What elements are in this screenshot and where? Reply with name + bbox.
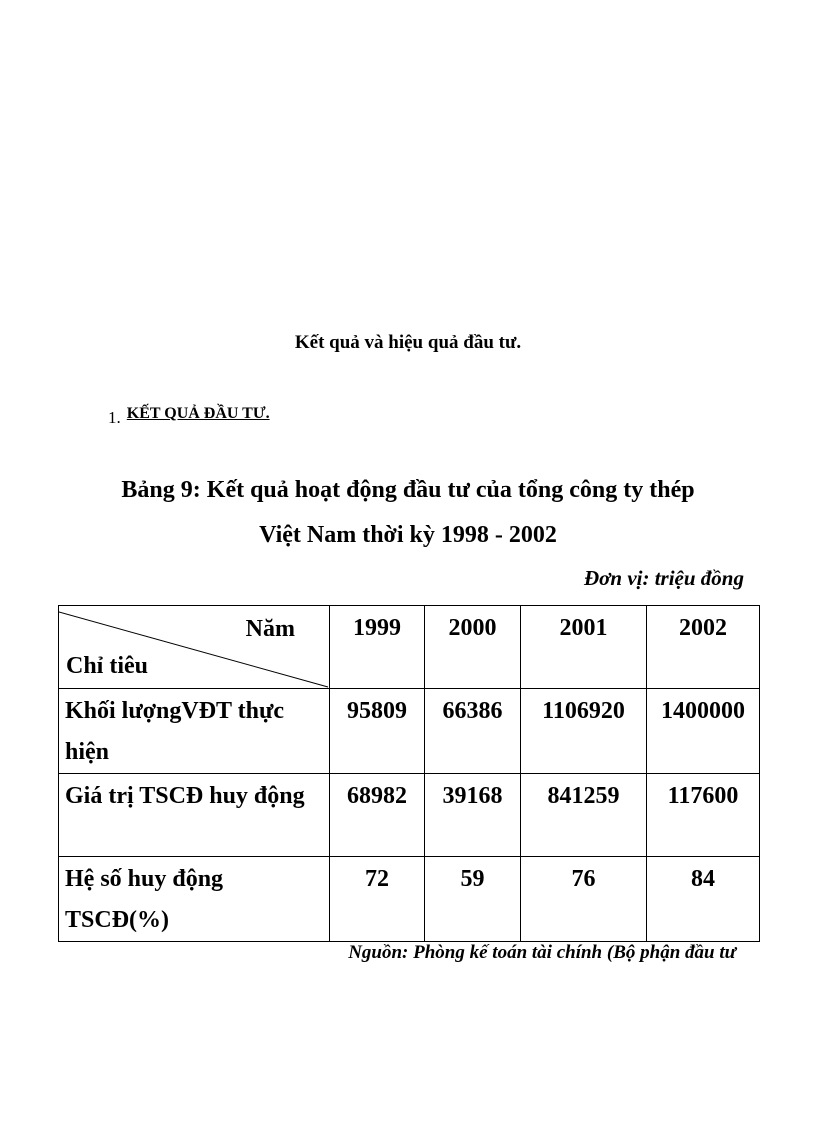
section-heading-text: KẾT QUẢ ĐẦU TƯ. <box>126 405 270 422</box>
table-cell: 1106920 <box>521 689 647 774</box>
source-note: Nguồn: Phòng kế toán tài chính (Bộ phận đầu tư <box>348 942 736 963</box>
table-header-row <box>59 606 760 689</box>
corner-label-indicator: Chỉ tiêu <box>66 653 149 679</box>
table-cell: 117600 <box>647 774 760 857</box>
table-row <box>59 774 760 857</box>
row-label: Khối lượngVĐT thực hiện <box>59 689 330 774</box>
table-caption-line-2: Việt Nam thời kỳ 1998 - 2002 <box>259 522 557 548</box>
year-header: 2001 <box>521 606 647 689</box>
row-label: Hệ số huy động TSCĐ(%) <box>59 857 330 942</box>
section-heading <box>108 405 270 428</box>
table-row <box>59 857 760 942</box>
table-cell: 1400000 <box>647 689 760 774</box>
unit-note: Đơn vị: triệu đồng <box>583 566 744 590</box>
table-cell: 39168 <box>425 774 521 857</box>
table-cell: 59 <box>425 857 521 942</box>
table-cell: 841259 <box>521 774 647 857</box>
corner-label-year: Năm <box>245 616 295 642</box>
year-header: 2000 <box>425 606 521 689</box>
table-cell: 95809 <box>330 689 425 774</box>
year-header: 1999 <box>330 606 425 689</box>
table-corner-cell <box>59 606 330 689</box>
investment-results-table <box>58 605 760 942</box>
table-cell: 66386 <box>425 689 521 774</box>
document-title: Kết quả và hiệu quả đầu tư. <box>294 332 522 353</box>
year-header: 2002 <box>647 606 760 689</box>
table-cell: 72 <box>330 857 425 942</box>
table-caption-line-1: Bảng 9: Kết quả hoạt động đầu tư của tổng công ty thép <box>121 477 695 503</box>
table-cell: 76 <box>521 857 647 942</box>
table-cell: 68982 <box>330 774 425 857</box>
table-cell: 84 <box>647 857 760 942</box>
row-label: Giá trị TSCĐ huy động <box>59 774 330 857</box>
section-number: 1. <box>108 408 121 427</box>
table-row <box>59 689 760 774</box>
